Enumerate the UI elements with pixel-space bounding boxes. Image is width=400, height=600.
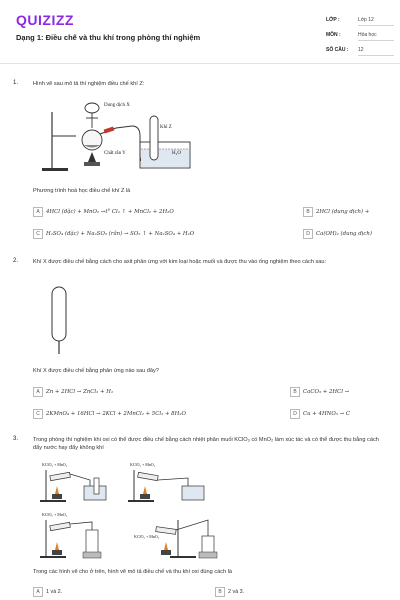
subject-label: MÔN : [326, 32, 341, 38]
option-letter: C [33, 229, 43, 239]
question-3-option-a[interactable] [33, 587, 203, 597]
question-2-option-b[interactable] [290, 387, 400, 397]
question-1-prompt: Phương trình hoá học điều chế khí Z là [33, 188, 131, 194]
question-1-number: 1. [13, 80, 19, 86]
setup-4 [134, 520, 217, 558]
question-2-figure [42, 284, 82, 356]
question-3-option-b[interactable] [215, 587, 385, 597]
question-2-prompt: Khí X được điều chế bằng phản ứng nào sau đây? [33, 368, 159, 374]
label-dung-dich-x: Dung dịch X [104, 103, 130, 108]
question-1-option-b[interactable] [303, 207, 400, 217]
option-letter: B [290, 387, 300, 397]
count-label: SỐ CÂU : [326, 47, 349, 53]
option-letter: C [33, 409, 43, 419]
option-letter: B [215, 587, 225, 597]
option-text: Zn + 2HCl → ZnCl₂ + H₂ [46, 389, 114, 395]
question-2-option-d[interactable] [290, 409, 400, 419]
question-1-figure [40, 92, 200, 174]
count-value: 12 [358, 47, 394, 56]
question-2-option-a[interactable] [33, 387, 283, 397]
option-letter: A [33, 207, 43, 217]
option-letter: D [290, 409, 300, 419]
label-setup-3: KClO₃ + MnO₂ [42, 512, 68, 517]
option-letter: A [33, 387, 43, 397]
option-text: 2HCl (dung dịch) + [316, 209, 370, 215]
page-header [0, 0, 400, 64]
option-text: 2 và 3. [228, 589, 245, 595]
question-1-option-c[interactable] [33, 229, 293, 239]
question-1-option-a[interactable] [33, 207, 293, 217]
question-1-option-d[interactable] [303, 229, 400, 239]
option-letter: A [33, 587, 43, 597]
label-setup-1: KClO₃ + MnO₂ [42, 462, 68, 467]
option-text: CaCO₃ + 2HCl → [303, 389, 350, 395]
option-text: 4HCl (đặc) + MnO₂ →t° Cl₂ ↑ + MnCl₂ + 2H₂O [46, 209, 174, 215]
question-1-text: Hình vẽ sau mô tả thí nghiệm điều chế khí Z: [33, 81, 145, 87]
option-text: 1 và 2. [46, 589, 63, 595]
label-h2o: H₂O [172, 151, 181, 156]
label-chat-ran-y: Chất rắn Y [104, 151, 126, 156]
question-3-number: 3. [13, 436, 19, 442]
class-value: Lớp 12 [358, 17, 394, 26]
page-title: Dạng 1: Điều chế và thu khí trong phòng thí nghiệm [16, 33, 201, 42]
question-2-text: Khí X được điều chế bằng cách cho axit phản ứng với kim loại hoặc muối và được thu vào ống nghiệm theo cách sau: [33, 259, 327, 265]
subject-value: Hóa học [358, 32, 394, 41]
label-setup-2: KClO₃ + MnO₂ [130, 462, 156, 467]
class-label: LỚP : [326, 17, 340, 23]
quizizz-logo: QUIZIZZ [16, 12, 74, 28]
option-text: H₂SO₄ (đặc) + Na₂SO₃ (rắn) → SO₂ ↑ + Na₂SO₄ + H₂O [46, 231, 195, 237]
option-text: Cu + 4HNO₃ → C [303, 411, 351, 417]
setup-1 [40, 462, 106, 502]
question-2-option-c[interactable] [33, 409, 288, 419]
setup-3 [40, 512, 101, 558]
question-3-figure [38, 460, 228, 560]
option-text: 2KMnO₄ + 16HCl → 2KCl + 2MnCl₂ + 5Cl₂ + 8H₂O [46, 411, 186, 417]
setup-2 [128, 462, 204, 502]
question-2-number: 2. [13, 258, 19, 264]
label-setup-4: KClO₃ + MnO₂ [134, 534, 160, 539]
option-letter: D [303, 229, 313, 239]
question-3-prompt: Trong các hình vẽ cho ở trên, hình vẽ mô tả điều chế và thu khí oxi đúng cách là [33, 569, 233, 575]
label-khi-z: Khí Z [160, 125, 172, 130]
option-letter: B [303, 207, 313, 217]
question-3-text: Trong phòng thí nghiệm khi oxi có thể được điều chế bằng cách nhiệt phân muối KClO₃ có MnO₂ làm xúc tác và có thể được thu bằng cách đẩy nước hay đẩy không khí [33, 437, 379, 451]
option-text: Ca(OH)₂ (dung dịch) [316, 231, 372, 237]
